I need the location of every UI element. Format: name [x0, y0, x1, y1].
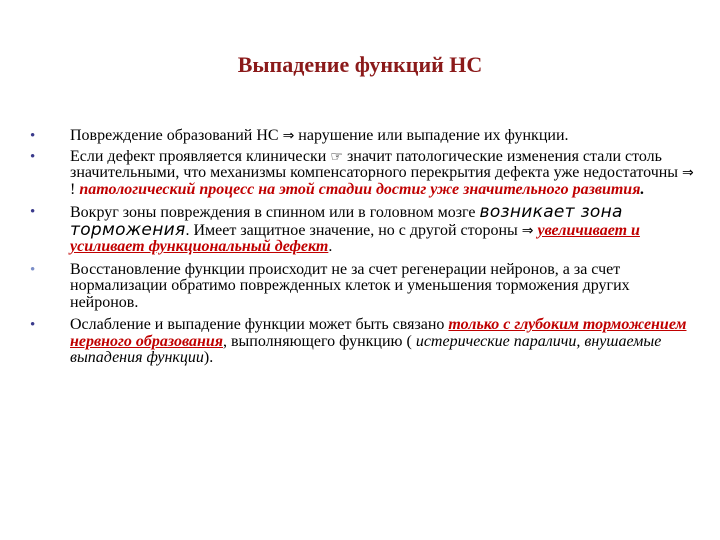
list-item: [30, 262, 700, 312]
highlight-text: только с глубоким торможением нервного образования: [70, 316, 687, 350]
item-text: , выполняющего функцию (: [223, 332, 416, 350]
emphasis-text: истерические параличи, внушаемые выпадения функции: [70, 332, 662, 366]
item-text: Повреждение образований НС: [70, 127, 283, 144]
list-item: [30, 149, 700, 199]
item-text: !: [70, 180, 80, 198]
item-text: Вокруг зоны повреждения в спинном или в головном мозге: [70, 204, 480, 221]
bullet-icon: •: [30, 204, 36, 220]
emphasis-text: возникает зона торможения: [70, 202, 623, 240]
arrow-icon: ⇒: [682, 165, 694, 181]
item-text: ).: [203, 349, 214, 366]
item-text: .: [328, 238, 333, 255]
arrow-icon: ⇒: [521, 222, 534, 239]
bullet-icon: •: [30, 148, 36, 165]
bullet-icon: •: [30, 128, 36, 144]
slide-title: Выпадение функций НС: [237, 52, 483, 77]
item-text: .: [640, 180, 645, 198]
highlight-text: увеличивает и усиливает функциональный дефект: [70, 221, 640, 255]
bullet-icon: •: [30, 317, 36, 333]
bullet-icon: •: [30, 261, 36, 278]
bullet-list: [30, 128, 700, 367]
item-text: Восстановление функции происходит не за счет регенерации нейронов, а за счет нормализации обратимо поврежденных клеток и уменьшения торможения других нейронов.: [70, 260, 630, 311]
item-text: нарушение или выпадение их функции.: [294, 127, 569, 144]
arrow-icon: ⇒: [282, 128, 295, 144]
highlight-text: патологический процесс на этой стадии достиг уже значительного развития: [79, 180, 641, 198]
list-item: [30, 204, 700, 256]
item-text: . Имеет защитное значение, но с другой стороны: [185, 221, 522, 239]
list-item: [30, 317, 700, 367]
item-text: Ослабление и выпадение функции может быть связано: [70, 316, 449, 333]
item-text: значит патологические изменения стали столь значительными, что механизмы компенсаторного перекрытия дефекта уже недостаточны: [70, 147, 683, 181]
pointing-hand-icon: ☞: [330, 148, 343, 165]
item-text: Если дефект проявляется клинически: [70, 147, 331, 165]
list-item: [30, 128, 700, 145]
